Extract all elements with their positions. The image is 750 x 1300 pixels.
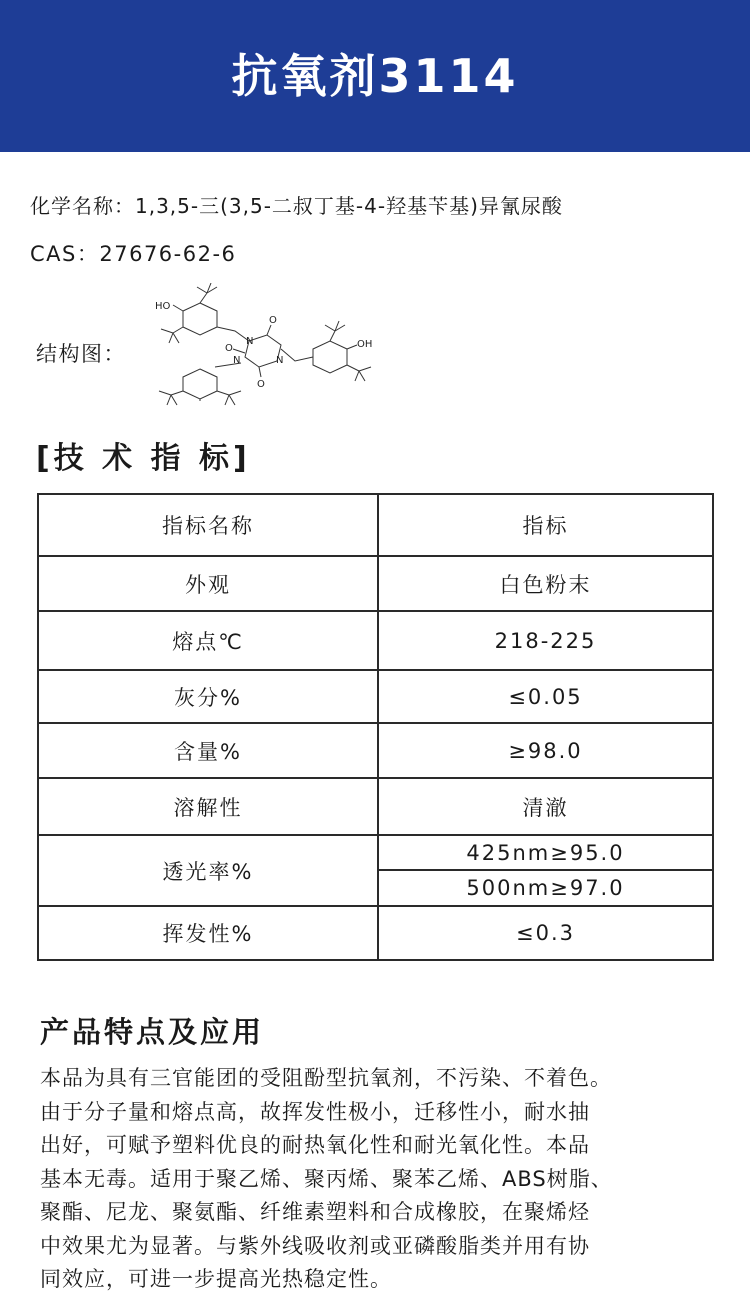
page-title: 抗氧剂3114 bbox=[231, 49, 519, 103]
table-row bbox=[38, 906, 713, 960]
row-name: 挥发性% bbox=[38, 906, 378, 960]
table-row bbox=[38, 556, 713, 611]
structure-atom-label: N bbox=[233, 355, 241, 366]
structure-atom-label: HO bbox=[155, 301, 171, 312]
row-name: 溶解性 bbox=[38, 778, 378, 835]
spec-table bbox=[37, 493, 714, 961]
row-name: 含量% bbox=[38, 723, 378, 778]
application-line: 聚酯、尼龙、聚氨酯、纤维素塑料和合成橡胶，在聚烯烃 bbox=[40, 1200, 590, 1224]
table-header-row bbox=[38, 494, 713, 556]
row-value: 500nm≥97.0 bbox=[378, 870, 713, 906]
structure-atom-label: OH bbox=[357, 339, 373, 350]
cas-number: CAS：27676-62-6 bbox=[30, 242, 237, 266]
row-name: 外观 bbox=[38, 556, 378, 611]
application-title: 产品特点及应用 bbox=[40, 1015, 265, 1049]
structure-diagram bbox=[145, 283, 395, 408]
row-value: 清澈 bbox=[378, 778, 713, 835]
structure-atom-label: N bbox=[246, 336, 254, 347]
row-value: 218-225 bbox=[378, 611, 713, 670]
application-line: 基本无毒。适用于聚乙烯、聚丙烯、聚苯乙烯、ABS树脂、 bbox=[40, 1166, 613, 1191]
row-value: ≤0.3 bbox=[378, 906, 713, 960]
structure-atom-label: O bbox=[269, 315, 277, 326]
header-banner bbox=[0, 0, 750, 152]
structure-atom-label: O bbox=[225, 343, 233, 354]
structure-atom-label: N bbox=[276, 355, 284, 366]
row-value: ≤0.05 bbox=[378, 670, 713, 723]
table-row bbox=[38, 778, 713, 835]
table-row bbox=[38, 670, 713, 723]
application-line: 由于分子量和熔点高，故挥发性极小，迁移性小，耐水抽 bbox=[40, 1099, 590, 1124]
chemical-name: 化学名称：1,3,5-三(3,5-二叔丁基-4-羟基苄基)异氰尿酸 bbox=[30, 194, 563, 218]
header-cell-name: 指标名称 bbox=[38, 494, 378, 556]
table-row bbox=[38, 611, 713, 670]
table-row bbox=[38, 835, 713, 870]
application-line: 同效应，可进一步提高光热稳定性。 bbox=[40, 1267, 392, 1291]
application-body bbox=[40, 1062, 750, 1297]
application-line: 本品为具有三官能团的受阻酚型抗氧剂，不污染、不着色。 bbox=[40, 1066, 612, 1090]
structure-atom-label: O bbox=[257, 379, 265, 390]
row-value: 425nm≥95.0 bbox=[378, 835, 713, 870]
row-value: 白色粉末 bbox=[378, 556, 713, 611]
table-row bbox=[38, 723, 713, 778]
spec-section-title: [技 术 指 标] bbox=[36, 441, 251, 476]
row-name: 熔点℃ bbox=[38, 611, 378, 670]
row-name: 灰分% bbox=[38, 670, 378, 723]
application-line: 中效果尤为显著。与紫外线吸收剂或亚磷酸脂类并用有协 bbox=[40, 1233, 590, 1258]
structure-label: 结构图： bbox=[36, 342, 126, 366]
row-name: 透光率% bbox=[38, 835, 378, 906]
row-value: ≥98.0 bbox=[378, 723, 713, 778]
application-line: 出好，可赋予塑料优良的耐热氧化性和耐光氧化性。本品 bbox=[40, 1133, 590, 1157]
header-cell-value: 指标 bbox=[378, 494, 713, 556]
